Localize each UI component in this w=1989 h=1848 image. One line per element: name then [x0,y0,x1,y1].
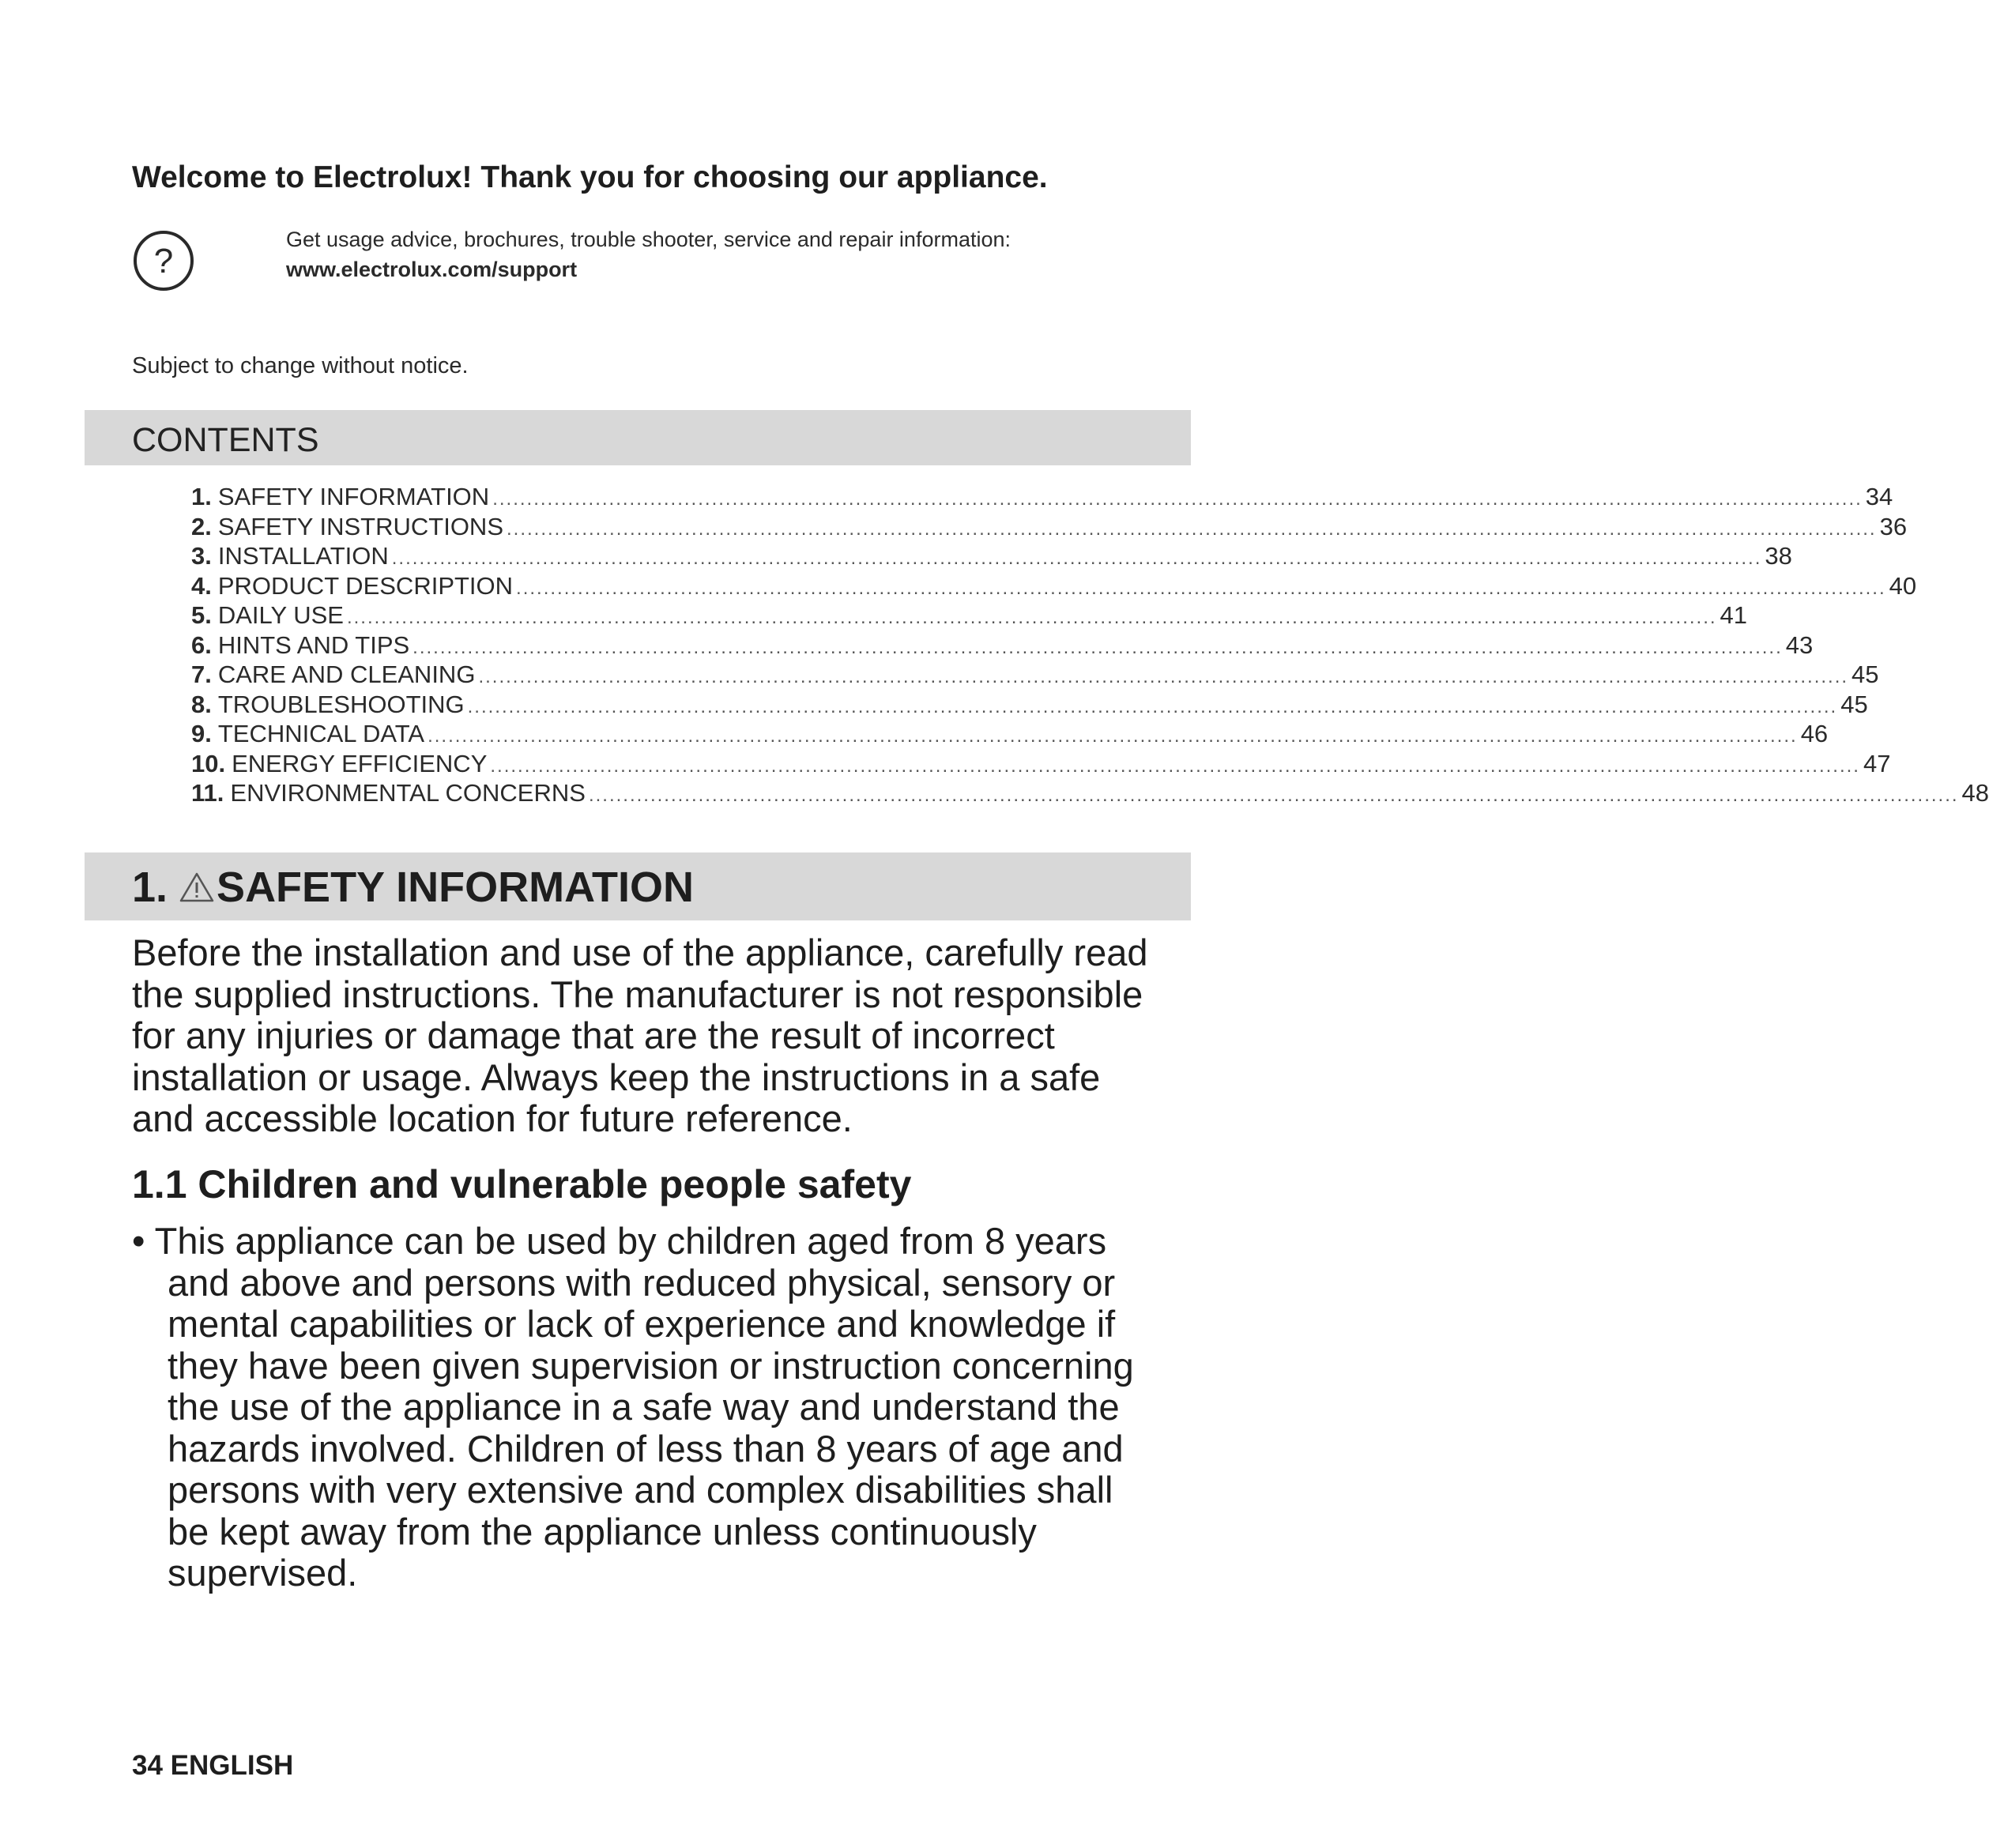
toc-item-page: 45 [1840,690,1868,718]
toc-item-page: 34 [1865,483,1893,510]
toc-item-number: 3. [191,542,212,570]
toc-item-title: PRODUCT DESCRIPTION [217,571,514,600]
bullet-line: mental capabilities or lack of experience and knowledge if [168,1303,1116,1345]
bullet-line: hazards involved. Children of less than 8 years of age and [168,1427,1124,1470]
toc-item-page: 43 [1785,630,1814,659]
table-of-contents [191,482,1989,808]
intro-line: installation or usage. Always keep the instructions in a safe [132,1056,1101,1098]
toc-item-title: SAFETY INSTRUCTIONS [217,512,503,540]
toc-item-number: 11. [191,779,224,807]
toc-item[interactable] [191,719,1829,749]
toc-item-title: INSTALLATION [217,542,389,570]
toc-item[interactable] [191,778,1989,808]
toc-item[interactable] [191,660,1879,690]
intro-line: the supplied instructions. The manufacturer is not responsible [132,973,1143,1015]
toc-item[interactable] [191,690,1868,720]
toc-item[interactable] [191,482,1893,512]
contents-header-band [85,410,1191,465]
support-url-link[interactable]: www.electrolux.com/support [286,258,578,281]
toc-dot-leader: ........................................................................................................................................................................................................ [507,518,1877,540]
toc-item-number: 8. [191,690,212,718]
toc-item-page: 38 [1765,542,1792,570]
toc-item-page: 41 [1720,601,1748,629]
toc-item-page: 47 [1863,749,1891,777]
intro-line: for any injuries or damage that are the result of incorrect [132,1014,1055,1056]
toc-item[interactable] [191,571,1917,601]
toc-item-page: 36 [1879,512,1908,540]
support-description: Get usage advice, brochures, trouble shooter, service and repair information: [286,228,1011,251]
intro-line: Before the installation and use of the appliance, carefully read [132,932,1148,973]
toc-dot-leader: ........................................................................................................................................................................................................ [346,607,1717,628]
toc-item-title: HINTS AND TIPS [217,630,410,659]
svg-text:?: ? [153,242,174,280]
toc-item-title: DAILY USE [217,601,344,629]
toc-item[interactable] [191,541,1792,571]
subsection-heading: 1.1 Children and vulnerable people safety [132,1162,912,1206]
toc-dot-leader: ........................................................................................................................................................................................................ [492,488,1863,510]
bullet-line: • This appliance can be used by children aged from 8 years [132,1220,1107,1262]
contents-title: CONTENTS [132,421,319,459]
bullet-line: they have been given supervision or instruction concerning [168,1344,1134,1387]
toc-item-page: 46 [1800,720,1829,747]
toc-item-number: 2. [191,512,212,540]
bullet-line: persons with very extensive and complex disabilities shall [168,1469,1113,1511]
toc-item[interactable] [191,600,1748,630]
bullet-line: and above and persons with reduced physical, sensory or [168,1261,1116,1304]
toc-item-title: CARE AND CLEANING [217,661,476,688]
toc-item-number: 6. [191,630,212,659]
toc-item-number: 9. [191,720,212,747]
bullet-line: the use of the appliance in a safe way and understand the [168,1386,1120,1428]
toc-dot-leader: ........................................................................................................................................................................................................ [412,636,1783,658]
toc-item-number: 10. [191,749,226,777]
safety-header-band [85,852,1191,920]
welcome-heading: Welcome to Electrolux! Thank you for choosing our appliance. [132,160,1048,194]
safety-intro-paragraph [132,932,1207,1140]
toc-item-page: 48 [1961,779,1989,807]
safety-section-number: 1. [132,864,168,911]
bullet-line: supervised. [168,1552,358,1594]
toc-item-page: 40 [1889,571,1917,600]
toc-item-title: SAFETY INFORMATION [217,483,490,510]
warning-triangle-icon [179,871,215,903]
toc-item-number: 4. [191,571,212,600]
toc-item[interactable] [191,749,1891,779]
toc-dot-leader: ........................................................................................................................................................................................................ [467,695,1838,717]
toc-dot-leader: ........................................................................................................................................................................................................ [490,755,1860,777]
bullet-paragraph [132,1221,1222,1594]
toc-item-title: TROUBLESHOOTING [217,690,465,718]
toc-dot-leader: ........................................................................................................................................................................................................ [478,666,1849,687]
safety-section-label: SAFETY INFORMATION [217,864,695,911]
toc-dot-leader: ........................................................................................................................................................................................................ [516,577,1886,599]
toc-item[interactable] [191,512,1908,542]
toc-dot-leader: ........................................................................................................................................................................................................ [428,725,1798,747]
toc-item-number: 7. [191,661,212,688]
toc-item-title: ENERGY EFFICIENCY [232,749,488,777]
toc-dot-leader: ........................................................................................................................................................................................................ [391,548,1762,569]
intro-line: and accessible location for future reference. [132,1097,853,1139]
toc-item-number: 5. [191,601,212,629]
toc-item-page: 45 [1852,661,1879,688]
support-info [286,224,1011,284]
page-footer: 34 ENGLISH [132,1750,294,1781]
toc-item-number: 1. [191,483,212,510]
bullet-line: be kept away from the appliance unless continuously [168,1510,1037,1553]
toc-item-title: ENVIRONMENTAL CONCERNS [230,779,586,807]
toc-item[interactable] [191,630,1814,661]
toc-item-title: TECHNICAL DATA [217,720,425,747]
toc-dot-leader: ........................................................................................................................................................................................................ [588,785,1959,806]
change-notice: Subject to change without notice. [132,353,469,378]
safety-section-title [132,865,694,909]
question-circle-icon [132,229,195,292]
